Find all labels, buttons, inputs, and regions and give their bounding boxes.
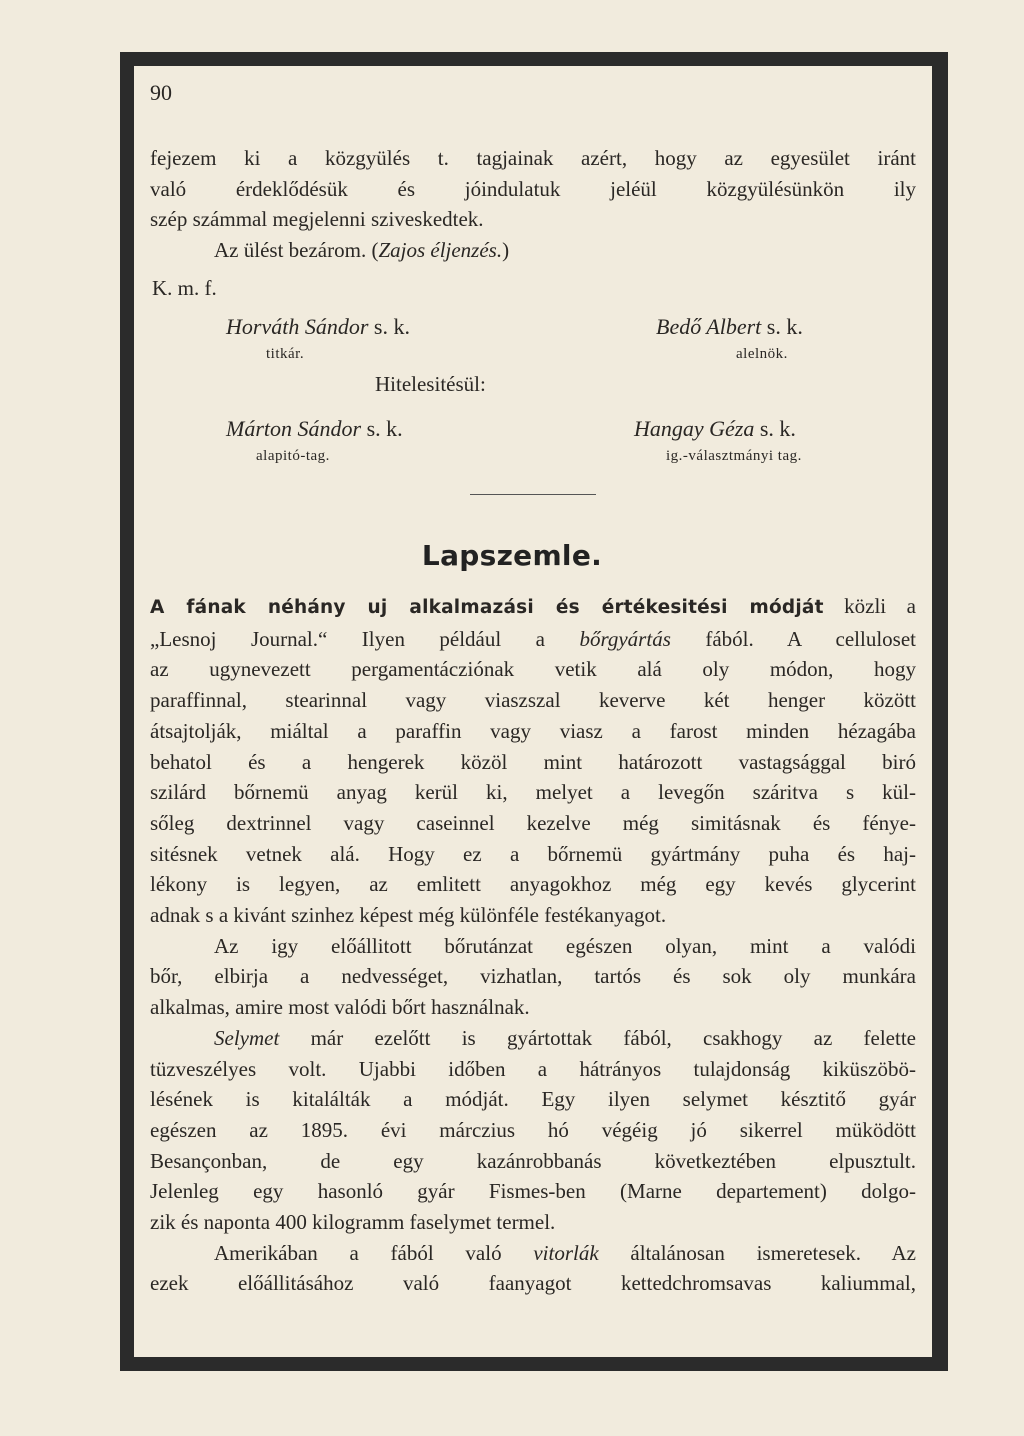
text-line — [150, 591, 916, 624]
signature-name: Márton Sándor — [226, 416, 362, 441]
signature-name: Bedő Albert — [656, 314, 762, 339]
text-line: adnak s a kivánt szinhez képest még különféle festékanyagot. — [150, 903, 667, 928]
signature-name: Horváth Sándor — [226, 314, 369, 339]
text-line: sitésnek vetnek alá. Hogy ez a bőrnemü gyártmány puha és haj- — [150, 841, 916, 866]
text-line: lékony is legyen, az emlitett anyagokhoz még egy kevés glycerint — [150, 872, 916, 897]
text-line: Az igy előállitott bőrutánzat egészen olyan, mint a valódi — [214, 933, 916, 958]
page-border-bottom — [120, 1357, 948, 1371]
role-hangay: ig.-választmányi tag. — [666, 448, 802, 464]
signature-name: Hangay Géza — [634, 416, 755, 441]
text-line: való érdeklődésük és jóindulatuk jeléül közgyülésünkön ily — [150, 176, 916, 201]
role-marton: alapitó-tag. — [256, 448, 330, 464]
signature-sk: s. k. — [373, 314, 410, 339]
role-bedo: alelnök. — [736, 346, 788, 362]
text-fragment: fából. A celluloset — [670, 626, 916, 651]
italic-term: bőrgyártás — [579, 626, 671, 651]
text-line: behatol és a hengerek közöl mint határozott vastagsággal biró — [150, 749, 916, 774]
signature-horvath — [226, 314, 410, 340]
text-line: paraffinnal, stearinnal vagy viaszszal keverve két henger között — [150, 688, 916, 713]
text-line: lésének is kitalálták a módját. Egy ilyen selymet késztitő gyár — [150, 1087, 916, 1112]
text-line: fejezem ki a közgyülés t. tagjainak azért, hogy az egyesület iránt — [150, 146, 916, 170]
text-fragment: Amerikában a fából való — [214, 1240, 534, 1265]
intro-paragraph — [150, 143, 916, 266]
text-line: Jelenleg egy hasonló gyár Fismes-ben (Marne departement) dolgo- — [150, 1179, 916, 1204]
page-border-top — [120, 52, 948, 66]
closing-text: Az ülést bezárom. ( — [214, 238, 379, 263]
text-fragment: általánosan ismeretesek. Az — [598, 1240, 916, 1265]
text-line — [150, 624, 916, 655]
signature-sk: s. k. — [759, 416, 796, 441]
text-fragment: közli a — [823, 594, 916, 618]
text-line: szilárd bőrnemü anyag kerül ki, melyet a levegőn száritva s kül- — [150, 780, 916, 805]
page-border-right — [932, 52, 948, 1371]
text-line: egészen az 1895. évi márczius hó végéig jó sikerrel müködött — [150, 1117, 916, 1142]
text-fragment: már ezelőtt is gyártottak fából, csakhogy az felette — [279, 1025, 916, 1050]
signature-bedo — [656, 314, 803, 340]
italic-term: Selymet — [214, 1025, 280, 1050]
text-line: ezek előállitásához való faanyagot kettedchromsavas kaliummal, — [150, 1271, 916, 1296]
text-line: sőleg dextrinnel vagy caseinnel kezelve még simitásnak és fénye- — [150, 810, 916, 835]
text-line: bőr, elbirja a nedvességet, vizhatlan, tartós és sok oly munkára — [150, 964, 916, 989]
italic-term: vitorlák — [533, 1240, 599, 1265]
text-line: tüzveszélyes volt. Ujabbi időben a hátrányos tulajdonság kiküszöbö- — [150, 1056, 916, 1081]
kmf-line: K. m. f. — [152, 276, 217, 300]
lead-text: A fának néhány uj alkalmazási és értékesitési módját — [150, 597, 824, 618]
closing-line — [150, 235, 916, 266]
closing-paren: ) — [502, 238, 510, 263]
signature-sk: s. k. — [366, 416, 403, 441]
section-title: Lapszemle. — [421, 539, 603, 572]
page-number: 90 — [150, 80, 172, 105]
authentication-label: Hitelesitésül: — [375, 372, 486, 396]
role-horvath: titkár. — [266, 346, 305, 362]
article-body — [150, 591, 916, 1299]
text-line: az ugynevezett pergamentácziónak vetik alá oly módon, hogy — [150, 657, 916, 682]
text-line — [150, 1238, 916, 1269]
text-line: átsajtolják, miáltal a paraffin vagy viasz a farost minden hézagába — [150, 718, 916, 743]
signature-marton — [226, 416, 403, 442]
text-line: szép számmal megjelenni sziveskedtek. — [150, 207, 484, 232]
signature-hangay — [634, 416, 796, 442]
text-fragment: „Lesnoj Journal.“ Ilyen például a — [150, 626, 580, 651]
page-border-left — [120, 52, 134, 1371]
text-line: zik és naponta 400 kilogramm faselymet termel. — [150, 1210, 556, 1235]
text-line — [150, 1023, 916, 1054]
text-line: Besançonban, de egy kazánrobbanás következtében elpusztult. — [150, 1148, 916, 1173]
section-divider — [470, 494, 596, 495]
text-line: alkalmas, amire most valódi bőrt használnak. — [150, 995, 530, 1020]
closing-applause: Zajos éljenzés. — [378, 238, 503, 263]
signature-sk: s. k. — [766, 314, 803, 339]
